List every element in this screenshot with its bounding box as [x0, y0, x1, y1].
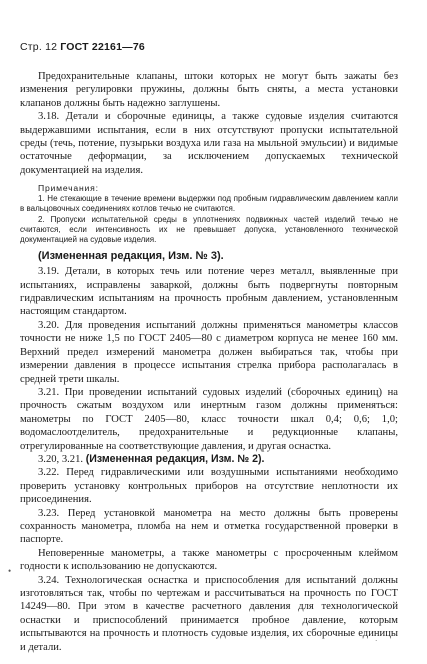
paragraph-3-24: 3.24. Технологическая оснастка и приспособления для испытаний должны изготовляться так, чтобы по чертежам и рассчитываться на прочность по ГОСТ 14249—80. При этом в качестве расчетного давления для технологической оснастки и приспособлений принимается пробное давление, которым испытываются на прочность и плотность судовые изделия, их сборочные единицы и детали. [20, 574, 398, 653]
paragraph-3-19: 3.19. Детали, в которых течь или потение через металл, выявленные при испытаниях, исправлены заваркой, должны быть подвергнуты повторным гидравлическим испытаниям на прочность пробным давлением, установленным настоящим стандартом. [20, 266, 398, 318]
edition-line [20, 453, 398, 466]
scan-mark: • [8, 566, 12, 576]
note-2: 2. Пропуски испытательной среды в уплотнениях подвижных частей изделий течью не считаются, если интенсивность их не превышает допуска, установленного технической документацией на судовые изделия. [20, 214, 398, 245]
paragraph: Предохранительные клапаны, штоки которых не могут быть зажаты без изменения регулировки пружины, должны быть сняты, а места установки клапанов должны быть надежно заглушены. [20, 71, 398, 109]
paragraph: Неповеренные манометры, а также манометры с просроченным клеймом годности к использованию не допускаются. [20, 547, 398, 573]
paragraph-3-22: 3.22. Перед гидравлическими или воздушными испытаниями необходимо проверить установку контрольных приборов на отсутствие неплотности их присоединения. [20, 467, 398, 506]
paragraph-3-20: 3.20. Для проведения испытаний должны применяться манометры классов точности не ниже 1,5 по ГОСТ 2405—80 с диаметром корпуса не менее 160 мм. Верхний предел измерений манометра должен выбираться так, чтобы при измерении давления в процессе испытания стрелка прибора располагалась в средней трети шкалы. [20, 319, 398, 385]
scan-mark: · [375, 637, 378, 645]
paragraph-3-23: 3.23. Перед установкой манометра на место должны быть проверены сохранность манометра, пломба на нем и отметка государственной проверки в паспорте. [20, 507, 398, 546]
paragraph-3-18: 3.18. Детали и сборочные единицы, а также судовые изделия считаются выдержавшими испытания, если в них отсутствуют пропуски испытательной среды (течь, потение, пузырьки воздуха или газа на мыльной эмульсии) и видимые остаточные деформации, за исключением допускаемых технической документацией на изделия. [20, 111, 398, 176]
document-body [20, 70, 398, 654]
edition-note-2: (Измененная редакция, Изм. № 2). [85, 452, 265, 465]
note-1: 1. Не стекающие в течение времени выдержки под пробным гидравлическим давлением капли в вальцовочных соединениях котлов течью не считаются. [20, 194, 398, 214]
page-header [20, 41, 145, 53]
clause-numbers: 3.20, 3.21. [38, 453, 84, 465]
page-label: Стр. 12 [20, 41, 58, 53]
notes-title: Примечания: [38, 183, 99, 194]
edition-note: (Измененная редакция, Изм. № 3). [38, 250, 224, 263]
paragraph-3-21: 3.21. При проведении испытаний судовых изделий (сборочных единиц) на прочность сжатым воздухом или инертным газом должны применяться: манометры по ГОСТ 2405—80, класс точности шкал 0,4; 0,6; 1,0; водомаслоотделитель, предохранительные и редукционные клапаны, отрегулированные на соответствующие давления, и другая оснастка. [20, 386, 398, 452]
standard-number: ГОСТ 22161—76 [60, 41, 145, 53]
